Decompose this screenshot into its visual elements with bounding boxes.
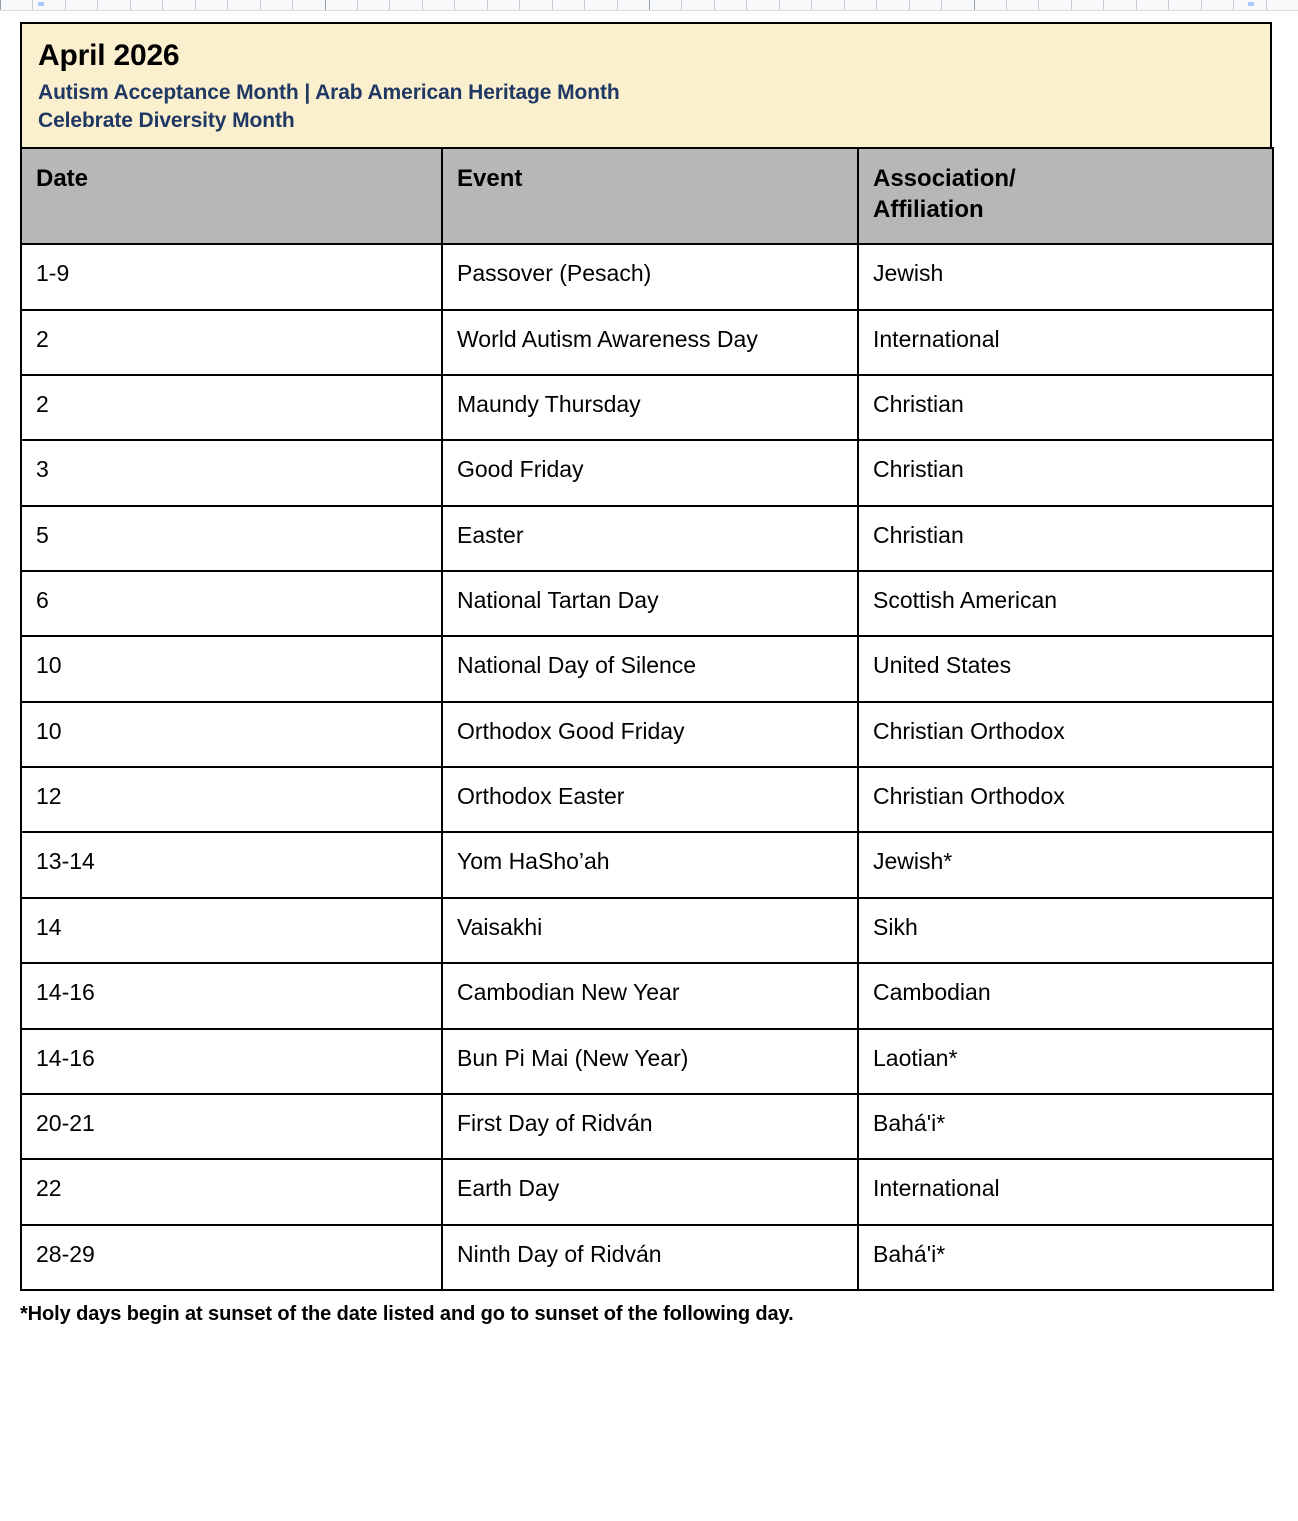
table-row <box>21 310 1273 375</box>
cell-date: 2 <box>21 310 442 375</box>
ruler-tick <box>389 0 390 11</box>
cell-event: Cambodian New Year <box>442 963 858 1028</box>
events-table <box>20 147 1274 1291</box>
table-row <box>21 375 1273 440</box>
ruler-tick <box>0 0 1 11</box>
ruler-tick <box>260 0 261 11</box>
table-row <box>21 898 1273 963</box>
cell-association: Bahá'i* <box>858 1094 1273 1159</box>
ruler-tick <box>227 0 228 11</box>
cell-association: International <box>858 1159 1273 1224</box>
table-row <box>21 244 1273 309</box>
cell-event: Earth Day <box>442 1159 858 1224</box>
table-body <box>21 244 1273 1290</box>
cell-event: National Day of Silence <box>442 636 858 701</box>
table-row <box>21 832 1273 897</box>
cell-association: Jewish* <box>858 832 1273 897</box>
table-header-row <box>21 148 1273 244</box>
cell-date: 3 <box>21 440 442 505</box>
ruler-tick <box>1266 0 1267 11</box>
cell-association: Cambodian <box>858 963 1273 1028</box>
cell-date: 14-16 <box>21 1029 442 1094</box>
cell-event: Good Friday <box>442 440 858 505</box>
ruler-tick <box>811 0 812 11</box>
month-banner <box>20 22 1272 147</box>
cell-event: World Autism Awareness Day <box>442 310 858 375</box>
cell-event: Ninth Day of Ridván <box>442 1225 858 1290</box>
ruler-marker[interactable] <box>1248 2 1254 6</box>
ruler-tick <box>162 0 163 11</box>
ruler-tick <box>584 0 585 11</box>
column-header-association-line-2: Affiliation <box>873 196 984 224</box>
ruler-tick <box>519 0 520 11</box>
calendar-sheet <box>20 22 1272 1327</box>
cell-date: 20-21 <box>21 1094 442 1159</box>
cell-event: Easter <box>442 506 858 571</box>
table-row <box>21 440 1273 505</box>
cell-event: Vaisakhi <box>442 898 858 963</box>
ruler-tick <box>941 0 942 11</box>
cell-association: Christian Orthodox <box>858 702 1273 767</box>
ruler-tick <box>454 0 455 11</box>
cell-event: Orthodox Good Friday <box>442 702 858 767</box>
cell-event: Yom HaSho’ah <box>442 832 858 897</box>
table-row <box>21 702 1273 767</box>
ruler-tick <box>746 0 747 11</box>
ruler-strip <box>0 0 1298 11</box>
ruler-tick <box>195 0 196 11</box>
ruler-tick <box>130 0 131 11</box>
table-row <box>21 1029 1273 1094</box>
ruler-tick <box>909 0 910 11</box>
cell-event: Bun Pi Mai (New Year) <box>442 1029 858 1094</box>
cell-association: Christian <box>858 506 1273 571</box>
cell-association: International <box>858 310 1273 375</box>
table-row <box>21 767 1273 832</box>
column-header-association <box>858 148 1273 244</box>
ruler-tick <box>1201 0 1202 11</box>
month-subtitle-line-1: Autism Acceptance Month | Arab American Heritage Month <box>38 80 620 104</box>
ruler-tick <box>876 0 877 11</box>
cell-association: Christian Orthodox <box>858 767 1273 832</box>
cell-event: National Tartan Day <box>442 571 858 636</box>
ruler-tick <box>1136 0 1137 11</box>
cell-association: Christian <box>858 375 1273 440</box>
ruler-tick <box>844 0 845 11</box>
ruler-tick <box>1006 0 1007 11</box>
cell-event: First Day of Ridván <box>442 1094 858 1159</box>
cell-date: 10 <box>21 702 442 767</box>
ruler-tick <box>1103 0 1104 11</box>
ruler-tick <box>1168 0 1169 11</box>
ruler-tick <box>681 0 682 11</box>
ruler-tick <box>32 0 33 11</box>
page-title: April 2026 <box>38 39 180 72</box>
ruler-tick <box>422 0 423 11</box>
footnote: *Holy days begin at sunset of the date listed and go to sunset of the following day. <box>20 1302 794 1325</box>
ruler-tick <box>1233 0 1234 11</box>
cell-date: 14-16 <box>21 963 442 1028</box>
column-header-date: Date <box>21 148 442 244</box>
table-header <box>21 148 1273 244</box>
ruler-tick <box>714 0 715 11</box>
table-row <box>21 571 1273 636</box>
cell-association: Jewish <box>858 244 1273 309</box>
ruler-marker[interactable] <box>38 2 44 6</box>
ruler-tick <box>97 0 98 11</box>
table-row <box>21 636 1273 701</box>
cell-date: 13-14 <box>21 832 442 897</box>
cell-association: Laotian* <box>858 1029 1273 1094</box>
cell-event: Maundy Thursday <box>442 375 858 440</box>
ruler-tick <box>617 0 618 11</box>
cell-association: Christian <box>858 440 1273 505</box>
table-row <box>21 1159 1273 1224</box>
cell-date: 14 <box>21 898 442 963</box>
cell-association: Scottish American <box>858 571 1273 636</box>
cell-association: Bahá'i* <box>858 1225 1273 1290</box>
ruler-tick <box>552 0 553 11</box>
cell-date: 28-29 <box>21 1225 442 1290</box>
ruler-tick <box>325 0 326 11</box>
table-row <box>21 1225 1273 1290</box>
column-header-event: Event <box>442 148 858 244</box>
cell-association: Sikh <box>858 898 1273 963</box>
table-row <box>21 506 1273 571</box>
ruler-tick <box>292 0 293 11</box>
ruler-tick <box>1038 0 1039 11</box>
cell-date: 10 <box>21 636 442 701</box>
ruler-tick <box>487 0 488 11</box>
ruler-tick <box>974 0 975 11</box>
ruler-tick <box>357 0 358 11</box>
month-subtitle-line-2: Celebrate Diversity Month <box>38 108 295 132</box>
cell-association: United States <box>858 636 1273 701</box>
ruler-tick <box>65 0 66 11</box>
table-row <box>21 963 1273 1028</box>
cell-event: Orthodox Easter <box>442 767 858 832</box>
ruler-tick <box>649 0 650 11</box>
cell-date: 12 <box>21 767 442 832</box>
column-header-association-line-1: Association/ <box>873 164 1016 192</box>
ruler-tick <box>1071 0 1072 11</box>
cell-date: 1-9 <box>21 244 442 309</box>
cell-date: 6 <box>21 571 442 636</box>
table-row <box>21 1094 1273 1159</box>
cell-event: Passover (Pesach) <box>442 244 858 309</box>
ruler-tick <box>779 0 780 11</box>
cell-date: 2 <box>21 375 442 440</box>
cell-date: 5 <box>21 506 442 571</box>
cell-date: 22 <box>21 1159 442 1224</box>
